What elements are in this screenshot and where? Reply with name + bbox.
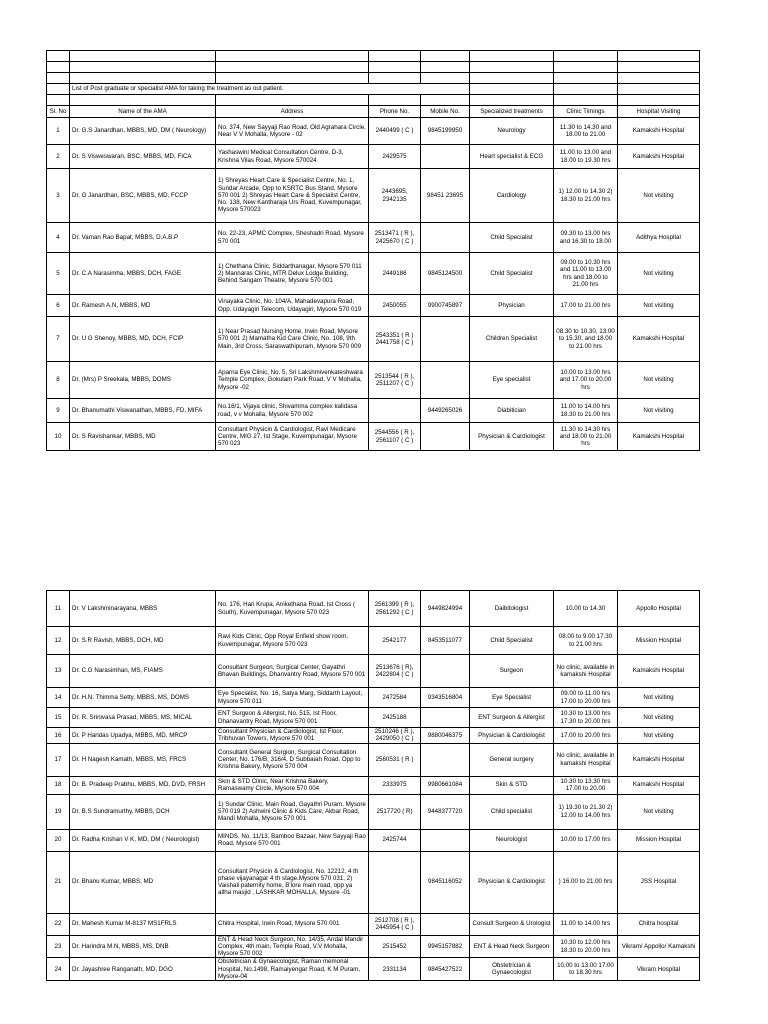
address-cell: Ravi Kids Clinic, Opp Royal Enfield show room, Kuvempunagar, Mysore 570 023 xyxy=(216,627,369,655)
mobile-cell: 98451 23695 xyxy=(421,169,470,223)
table-row xyxy=(47,317,700,362)
table-caption: List of Post graduate or specialist AMA for taking the treatment as out patient. xyxy=(70,84,470,95)
specialization-cell: Physician & Cardiologist xyxy=(470,851,554,913)
sl-no-cell: 4 xyxy=(47,223,70,253)
address-cell: Consultant General Surgion, Surgical Consultation Center, No. 176/B, 316/4, D Subbaiah Road. Opp to Krishna Bakery, Mysore 570 004 xyxy=(216,743,369,776)
hospital-cell: Not visiting xyxy=(618,794,700,829)
phone-cell: 2515452 xyxy=(369,935,421,958)
timings-cell: 10.30 to 13.00 hrs 17.30 to 20.00 hrs xyxy=(554,708,618,728)
timings-cell: 08.30 to 10.30, 13.00 to 15.30, and 18.00 to 21.00 hrs xyxy=(554,317,618,362)
hospital-cell: Not visiting xyxy=(618,169,700,223)
table-row xyxy=(47,958,700,981)
specialization-cell: Neurologist xyxy=(470,829,554,851)
table-row xyxy=(47,655,700,688)
specialization-cell: Child Specialist xyxy=(470,223,554,253)
sl-no-cell: 6 xyxy=(47,295,70,317)
timings-cell: No clinic, available in kamakshi Hospital xyxy=(554,743,618,776)
name-cell: Dr. V Lakshminarayana, MBBS xyxy=(70,591,216,627)
hospital-cell: Kamakshi Hospital xyxy=(618,655,700,688)
timings-cell: 11.00 to 14.00 hrs xyxy=(554,913,618,935)
sl-no-cell: 5 xyxy=(47,253,70,295)
table-row xyxy=(47,728,700,744)
blank-row xyxy=(47,95,700,106)
timings-cell: 17.00 to 21.00 hrs xyxy=(554,295,618,317)
table-row xyxy=(47,253,700,295)
table-row xyxy=(47,627,700,655)
phone-cell: 2333975 xyxy=(369,776,421,794)
timings-cell: 11.30 to 14.30 and 18.00 to 21.00 xyxy=(554,118,618,145)
blank-row xyxy=(47,51,700,62)
phone-cell: 2440499 ( C ) xyxy=(369,118,421,145)
mobile-cell xyxy=(421,743,470,776)
timings-cell: 09.00 to 10.30 hrs and 11.00 to 13.00 hrs and 18.00 to 21.00 hrs xyxy=(554,253,618,295)
name-cell: Dr. U G Shenoy, MBBS, MD, DCH, FCIP xyxy=(70,317,216,362)
timings-cell: 10.30 to 13.30 hrs 17.00 to 20.00 xyxy=(554,776,618,794)
hospital-cell: JSS Hospital xyxy=(618,851,700,913)
phone-cell xyxy=(369,851,421,913)
table-row xyxy=(47,851,700,913)
address-cell: Skin & STD Clinic, Near Krishna Bakery, Ramaswamy Circle, Mysore 570 004 xyxy=(216,776,369,794)
table-row xyxy=(47,591,700,627)
phone-cell: 2443695, 2342135 xyxy=(369,169,421,223)
hospital-cell: Kamakshi Hospital xyxy=(618,317,700,362)
specialization-cell: General surgery xyxy=(470,743,554,776)
name-cell: Dr. S.R Ravish, MBBS, DCH, MD xyxy=(70,627,216,655)
name-cell: Dr. H Nagesh Kamath, MBBS, MS, FRCS xyxy=(70,743,216,776)
mobile-cell: 9449824994 xyxy=(421,591,470,627)
address-cell: Obstetrician & Gynaecologist, Raman memorial Hospital, No.1498, Ramaiyengar Road, K M Puram, Mysore-04 xyxy=(216,958,369,981)
table-row xyxy=(47,118,700,145)
sl-no-cell: 18 xyxy=(47,776,70,794)
table-row xyxy=(47,776,700,794)
specialization-cell: Neurology xyxy=(470,118,554,145)
mobile-cell: 9845199950 xyxy=(421,118,470,145)
hospital-cell: Not visiting xyxy=(618,253,700,295)
phone-cell: 2510246 ( R ), 2429050 ( C ) xyxy=(369,728,421,744)
table-row xyxy=(47,688,700,708)
mobile-cell xyxy=(421,655,470,688)
timings-cell: ) 16.00 to 21.00 hrs xyxy=(554,851,618,913)
hospital-cell: Kamakshi Hospital xyxy=(618,145,700,169)
timings-cell: 17.00 to 20.00 hrs xyxy=(554,728,618,744)
specialization-cell: ENT Surgeon & Allergist xyxy=(470,708,554,728)
address-cell: Chitra Hospital, Irwin Road, Mysore 570 001 xyxy=(216,913,369,935)
timings-cell: 08.00 to 9.00 17.30 to 21.00 hrs xyxy=(554,627,618,655)
specialization-cell: Physician xyxy=(470,295,554,317)
timings-cell: 1) 12.00 to 14.30 2) 18.30 to 21.00 hrs xyxy=(554,169,618,223)
specialization-cell: Heart specialist & ECG xyxy=(470,145,554,169)
address-cell: Yashaswini Medical Consultation Centre, D-3, Krishna Vilas Road, Mysore 570024 xyxy=(216,145,369,169)
sl-no-cell: 17 xyxy=(47,743,70,776)
address-cell: 1) Shreyas Heart Care & Specialist Centre, No. 1, Sundar Arcade, Opp to KSRTC Bus Stand, Mysore 570 001 2) Shreyas Heart Care & Specialist Centre, No. 138, New Kantharaja Urs Road, Kuvempunagar, Mysore 570023 xyxy=(216,169,369,223)
mobile-cell: 9448377720 xyxy=(421,794,470,829)
phone-cell: 2425188 xyxy=(369,708,421,728)
name-cell: Dr. Bhanu Kumar, MBBS, MD xyxy=(70,851,216,913)
sl-no-cell: 3 xyxy=(47,169,70,223)
specialization-cell: Eye Specialist xyxy=(470,688,554,708)
timings-cell: 1) 19.30 to 21.30 2) 12.00 to 14.00 hrs xyxy=(554,794,618,829)
address-cell: 1) Chethana Clinic, Siddarthanagar, Mysore 570 011 2) Mannaras Clinic, MTR Delux Lodge Building, Behind Sangam Theatre, Mysore 570 001 xyxy=(216,253,369,295)
mobile-cell xyxy=(421,145,470,169)
timings-cell: 09.30 to 13.00 hrs and 16.30 to 18.00 xyxy=(554,223,618,253)
blank-row xyxy=(47,73,700,84)
sl-no-cell: 2 xyxy=(47,145,70,169)
specialization-cell: Consult Surgeon & Urologist xyxy=(470,913,554,935)
mobile-cell xyxy=(421,829,470,851)
address-cell: Consultant Physicin & Cardiologist, Ravi Medicare Centre, MIG 27, Ist Stage, Kuvempunagar, Mysore 570 023 xyxy=(216,423,369,451)
address-cell: 1) Near Prasad Nursing Home, Irwin Road, Mysore 570 001 2) Mamatha Kid Care Clinic, No. 108, 9th Main, 3rd Cross, Saraswathipuram, Mysore 570 009 xyxy=(216,317,369,362)
sl-no-cell: 10 xyxy=(47,423,70,451)
blank-row xyxy=(47,62,700,73)
timings-cell: 10.00 to 14.30 xyxy=(554,591,618,627)
address-cell: Aparna Eye Clinic, No. 5, Sri Lakshmivenkateshwara Temple Complex, Gokulam Park Road, V V Mohalla, Mysore -02 xyxy=(216,362,369,399)
name-cell: Dr. Jayashree Ranganath, MD, DGO xyxy=(70,958,216,981)
phone-cell: 2560531 ( R ) xyxy=(369,743,421,776)
hospital-cell: Kamakshi Hospital xyxy=(618,423,700,451)
table-row xyxy=(47,423,700,451)
sl-no-cell: 11 xyxy=(47,591,70,627)
mobile-cell: 9845427522 xyxy=(421,958,470,981)
phone-cell: 2429575 xyxy=(369,145,421,169)
timings-cell: 10.00 to 13.00 17.00 to 18.30 hrs xyxy=(554,958,618,981)
timings-cell: 11.30 to 14.30 hrs and 18.00 to 21.00 hrs xyxy=(554,423,618,451)
mobile-cell: 9945157882 xyxy=(421,935,470,958)
specialization-cell: Eye specialist xyxy=(470,362,554,399)
specialization-cell: Physician & Cardiologist xyxy=(470,423,554,451)
name-cell: Dr. S Visweswaran, BSC, MBBS, MD, FICA xyxy=(70,145,216,169)
specialization-cell: ENT & Head Neck Surgeon xyxy=(470,935,554,958)
hospital-cell: Not visiting xyxy=(618,688,700,708)
sl-no-cell: 19 xyxy=(47,794,70,829)
phone-cell: 2517720 ( R) xyxy=(369,794,421,829)
hospital-cell: Kamakshi Hospital xyxy=(618,776,700,794)
specialization-cell: Child specialist xyxy=(470,794,554,829)
mobile-cell: 8453511077 xyxy=(421,627,470,655)
sl-no-cell: 16 xyxy=(47,728,70,744)
name-cell: Dr. C.G Narasimhan, MS, FIAMS xyxy=(70,655,216,688)
hospital-cell: Not visiting xyxy=(618,362,700,399)
address-cell: Vinayaka Clinic, No. 104/A, Mahadevapura Road, Opp. Udayagiri Telecom, Udayagiri, Mysore 570 019 xyxy=(216,295,369,317)
sl-no-cell: 12 xyxy=(47,627,70,655)
table-row xyxy=(47,794,700,829)
sl-no-cell: 15 xyxy=(47,708,70,728)
phone-cell: 2513471 ( R ), 2425670 ( C ) xyxy=(369,223,421,253)
mobile-cell: 9343516804 xyxy=(421,688,470,708)
header-name: Name of the AMA xyxy=(70,106,216,118)
sl-no-cell: 24 xyxy=(47,958,70,981)
name-cell: Dr. (Mrs) P Sreekala, MBBS, DOMS xyxy=(70,362,216,399)
phone-cell: 2472584 xyxy=(369,688,421,708)
hospital-cell: Mission Hospital xyxy=(618,829,700,851)
address-cell: MINDS. No. 11/13, Bamboo Bazaar, New Sayyaji Rao Road, Mysore 570 001 xyxy=(216,829,369,851)
specialization-cell: Child Specialist xyxy=(470,627,554,655)
address-cell: Consultant Physician & Cardiologist, Ist Floor, Tribhuvan Towers, Mysore 570 001 xyxy=(216,728,369,744)
hospital-cell: Not visiting xyxy=(618,399,700,423)
mobile-cell: 9449265026 xyxy=(421,399,470,423)
mobile-cell: 9845124500 xyxy=(421,253,470,295)
name-cell: Dr. C.A Narasimha, MBBS, DCH, FAGE xyxy=(70,253,216,295)
table-row xyxy=(47,169,700,223)
specialization-cell: Skin & STD xyxy=(470,776,554,794)
name-cell: Dr. Mahesh Kumar M-8137 MS1FRLS xyxy=(70,913,216,935)
name-cell: Dr. Harindra M.N, MBBS, MS, DNB xyxy=(70,935,216,958)
address-cell: No. 374, New Sayyaji Rao Road, Old Agrahara Circle, Near V V Mohalla, Mysore - 02 xyxy=(216,118,369,145)
address-cell: No. 22-23, APMC Complex, Sheshadri Road, Mysore 570 001 xyxy=(216,223,369,253)
ama-table-part-1 xyxy=(46,50,700,451)
address-cell: Consultant Surgeon, Surgical Center, Gayathri Bhavan Buildings, Dhanvantry Road, Mysore 570 001 xyxy=(216,655,369,688)
header-phone: Phone No. xyxy=(369,106,421,118)
mobile-cell: 9980661084 xyxy=(421,776,470,794)
caption-row xyxy=(47,84,700,95)
specialization-cell: Child Specialist xyxy=(470,253,554,295)
header-timings: Clinic Timings xyxy=(554,106,618,118)
table-row xyxy=(47,362,700,399)
table-row xyxy=(47,708,700,728)
name-cell: Dr. B. Pradeep Prabhu, MBBS, MD, DVD, FRSH xyxy=(70,776,216,794)
hospital-cell: Vikram/ Appollo/ Kamakshi xyxy=(618,935,700,958)
mobile-cell xyxy=(421,708,470,728)
sl-no-cell: 22 xyxy=(47,913,70,935)
phone-cell: 2513544 ( R ), 2511207 ( C ) xyxy=(369,362,421,399)
mobile-cell xyxy=(421,223,470,253)
mobile-cell xyxy=(421,317,470,362)
timings-cell: 10.00 to 13.00 hrs and 17.00 to 20.00 hrs xyxy=(554,362,618,399)
hospital-cell: Mission Hospital xyxy=(618,627,700,655)
table-row xyxy=(47,295,700,317)
mobile-cell xyxy=(421,423,470,451)
table-row xyxy=(47,935,700,958)
name-cell: Dr. Vaman Rao Bapat, MBBS, D.A.B.P xyxy=(70,223,216,253)
mobile-cell: 9880046375 xyxy=(421,728,470,744)
specialization-cell: Obstetrician & Gynaecologist xyxy=(470,958,554,981)
header-mobile: Mobile No. xyxy=(421,106,470,118)
specialization-cell: Diabitician xyxy=(470,399,554,423)
name-cell: Dr. P Haridas Upadya, MBBS, MD, MRCP xyxy=(70,728,216,744)
phone-cell: 2561399 ( R ), 2561292 ( C ) xyxy=(369,591,421,627)
address-cell: No.16/1, Vijaya clinic, Shivamma complex kalidasa road, v v Mohalla, Mysore 570 002 xyxy=(216,399,369,423)
hospital-cell: Not visiting xyxy=(618,708,700,728)
timings-cell: 10.30 to 12.00 hrs 18.30 to 20.00 hrs xyxy=(554,935,618,958)
address-cell: Consultant Physicin & Cardiologist, No. 12212, 4 th phase vijayanagar 4 th stage.Mysore 570 031, 2) Vaishali paternity home, B'lore main road, opp ya allha masjid , LASHKAR MOHALLA, Mysore -01 xyxy=(216,851,369,913)
phone-cell xyxy=(369,399,421,423)
specialization-cell: Surgeon xyxy=(470,655,554,688)
name-cell: Dr. H.N. Thimma Setty, MBBS, MS, DOMS xyxy=(70,688,216,708)
hospital-cell: Chitra hospital xyxy=(618,913,700,935)
mobile-cell: 9845116052 xyxy=(421,851,470,913)
hospital-cell: Adithya Hospital xyxy=(618,223,700,253)
name-cell: Dr. Bhanumathi Viswanathan, MBBS, FD, MIFA xyxy=(70,399,216,423)
hospital-cell: Vikram Hospital xyxy=(618,958,700,981)
specialization-cell: Cardiology xyxy=(470,169,554,223)
name-cell: Dr. Radha Krishan V K, MD, DM ( Neurologist) xyxy=(70,829,216,851)
address-cell: Eye Specialist, No. 16, Satya Marg, Siddarth Layout, Mysore 570 011 xyxy=(216,688,369,708)
sl-no-cell: 9 xyxy=(47,399,70,423)
header-hospital: Hospital Visiting xyxy=(618,106,700,118)
table-row xyxy=(47,913,700,935)
timings-cell: 11.00 to 14.00 hrs 18.30 to 21.00 hrs xyxy=(554,399,618,423)
header-specialized: Specialized treatments xyxy=(470,106,554,118)
header-sl-no: Sl. No xyxy=(47,106,70,118)
hospital-cell: Not visiting xyxy=(618,295,700,317)
sl-no-cell: 7 xyxy=(47,317,70,362)
address-cell: 1) Sundar Clinic, Main Road, Gayathri Puram, Mysore 570 019 2) Ashwini Clinic & Kids Care, Akbar Road, Mandi Mohalla, Mysore 570 001 xyxy=(216,794,369,829)
ama-table-part-2 xyxy=(46,590,700,981)
sl-no-cell: 21 xyxy=(47,851,70,913)
sl-no-cell: 13 xyxy=(47,655,70,688)
address-cell: ENT & Head Neck Surgeon, No. 14/35, Andal Mandir Complex, 4th main, Temple Road, V.V Mohalla, Mysore 570 002 xyxy=(216,935,369,958)
specialization-cell: Daibitologist xyxy=(470,591,554,627)
table-row xyxy=(47,145,700,169)
hospital-cell: Kamakshi Hospital xyxy=(618,118,700,145)
hospital-cell: Appollo Hospital xyxy=(618,591,700,627)
phone-cell: 2450055 xyxy=(369,295,421,317)
specialization-cell: Children Specialist xyxy=(470,317,554,362)
phone-cell: 2513676 ( R), 2422804 ( C ) xyxy=(369,655,421,688)
mobile-cell xyxy=(421,913,470,935)
name-cell: Dr. R. Srinivasa Prasad, MBBS, MS, MICAL xyxy=(70,708,216,728)
timings-cell: 09.00 to 11.00 hrs 17.00 to 20.00 hrs xyxy=(554,688,618,708)
phone-cell: 2425744 xyxy=(369,829,421,851)
sl-no-cell: 20 xyxy=(47,829,70,851)
sl-no-cell: 14 xyxy=(47,688,70,708)
name-cell: Dr. G Janardhan, BSC, MBBS, MD, FCCP xyxy=(70,169,216,223)
hospital-cell: Not visiting xyxy=(618,728,700,744)
name-cell: Dr. B.S Sundramurthy, MBBS, DCH xyxy=(70,794,216,829)
phone-cell: 2449186 xyxy=(369,253,421,295)
phone-cell: 2544556 ( R ), 2561107 ( C ) xyxy=(369,423,421,451)
name-cell: Dr. G.S Janardhan, MBBS, MD, DM ( Neurology) xyxy=(70,118,216,145)
sl-no-cell: 23 xyxy=(47,935,70,958)
timings-cell: 10.00 to 17.00 hrs xyxy=(554,829,618,851)
header-row xyxy=(47,106,700,118)
name-cell: Dr. S Ravishankar, MBBS, MD xyxy=(70,423,216,451)
phone-cell: 2512708 ( R ), 2445954 ( C ) xyxy=(369,913,421,935)
table-row xyxy=(47,743,700,776)
phone-cell: 2543351 ( R ) 2441758 ( C ) xyxy=(369,317,421,362)
table-row xyxy=(47,829,700,851)
hospital-cell: Kamakshi Hospital xyxy=(618,743,700,776)
sl-no-cell: 1 xyxy=(47,118,70,145)
phone-cell: 2331134 xyxy=(369,958,421,981)
specialization-cell: Physician & Cardiologist xyxy=(470,728,554,744)
header-address: Address xyxy=(216,106,369,118)
mobile-cell xyxy=(421,362,470,399)
timings-cell: No clinic, available in kamakshi Hospital xyxy=(554,655,618,688)
sl-no-cell: 8 xyxy=(47,362,70,399)
name-cell: Dr. Ramesh A.N, MBBS, MD xyxy=(70,295,216,317)
timings-cell: 11.00 to 13.00 and 18.00 to 19.30 hrs xyxy=(554,145,618,169)
mobile-cell: 9900745897 xyxy=(421,295,470,317)
address-cell: No. 176, Hari Krupa, Anikethana Road, Ist Cross ( South), Kuvempunagar, Mysore 570 023 xyxy=(216,591,369,627)
address-cell: ENT Surgeon & Allergist, No. 515, Ist Floor, Dhanavantry Road, Mysore 570 001 xyxy=(216,708,369,728)
table-row xyxy=(47,223,700,253)
table-row xyxy=(47,399,700,423)
phone-cell: 2542177 xyxy=(369,627,421,655)
